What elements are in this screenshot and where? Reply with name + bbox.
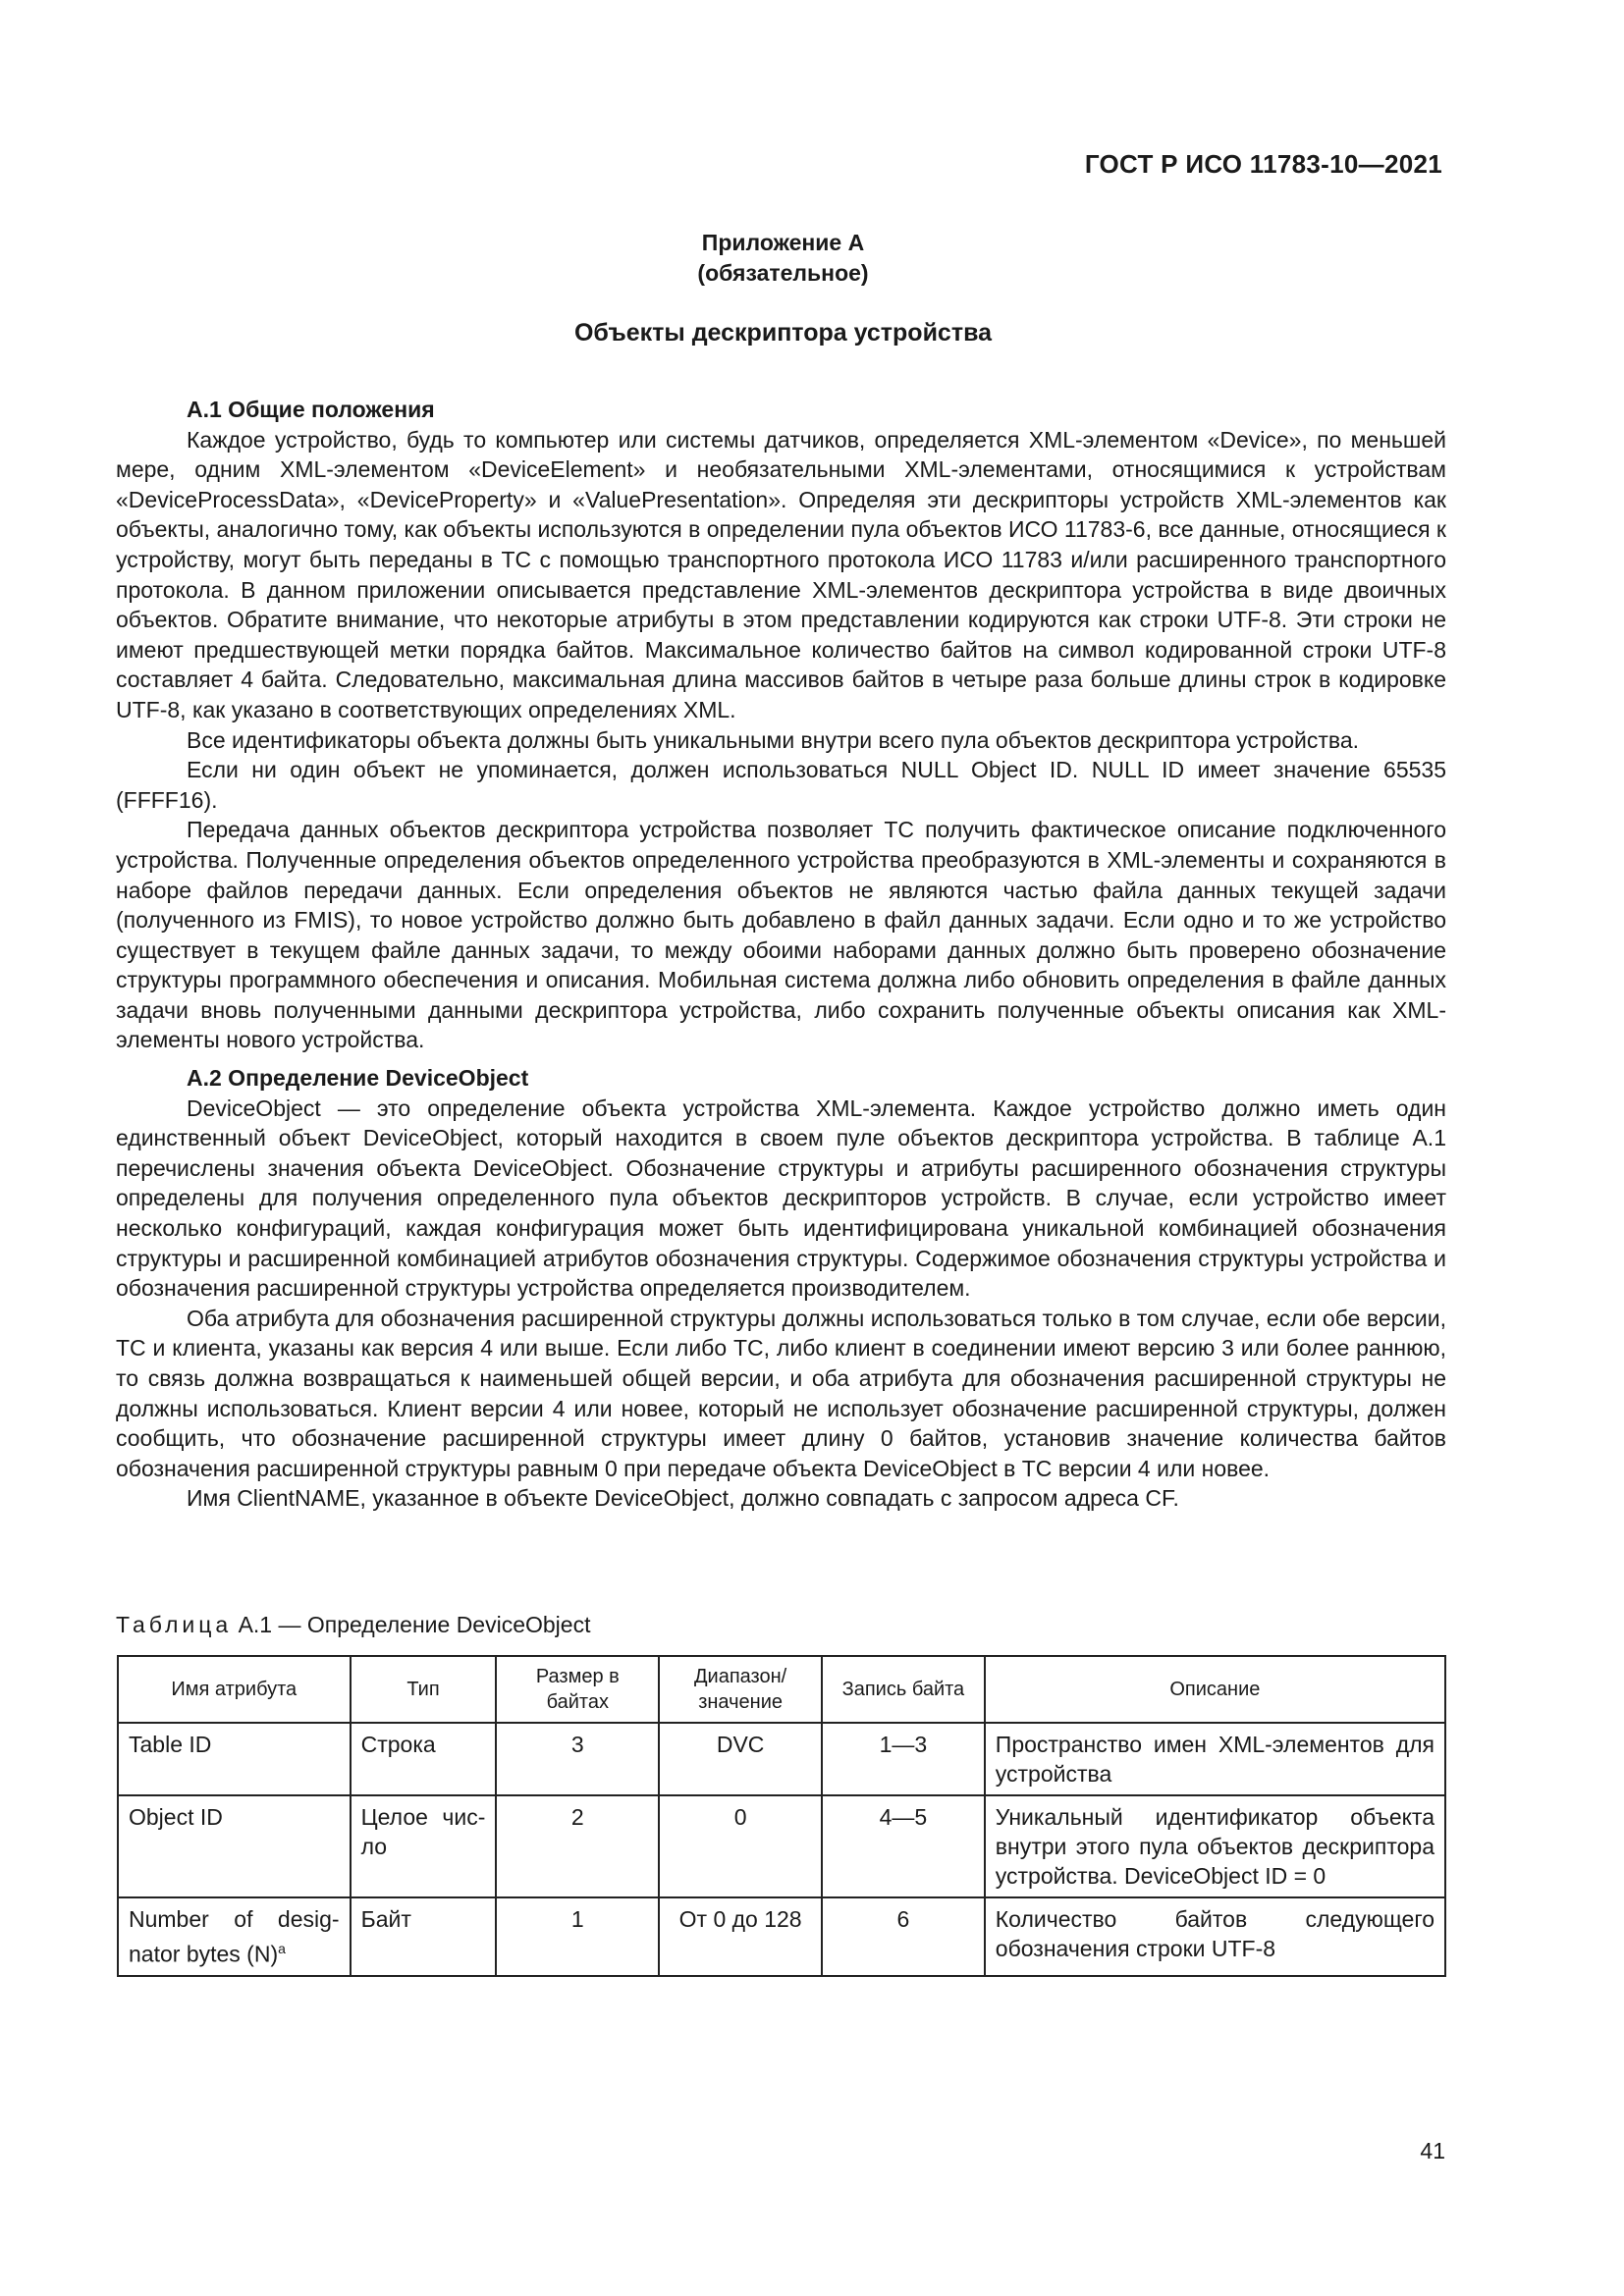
table-cell: Байт: [351, 1897, 497, 1976]
paragraph: Передача данных объектов дескриптора устройства позволяет TC получить фактическое описание подключенного устройства. Полученные определения объектов определенного устройства преобразуются в XML-элементы и сохраняются в наборе файлов передачи данных. Если определения объектов не являются частью файла данных текущей задачи (полученного из FMIS), то новое устройство должно быть добавлено в файл данных задачи. Если одно и то же устройство существует в текущем файле данных задачи, то между обоими наборами данных должно быть проверено обозначение структуры программного обеспечения и описания. Мобильная система должна либо обновить определения в файле данных задачи вновь полученными данными дескриптора устройства, либо сохранить полученные объекты описания как XML-элементы нового устройства.: [116, 817, 1446, 1053]
column-header: Запись байта: [822, 1656, 985, 1723]
paragraph: Имя ClientNAME, указанное в объекте DeviceObject, должно совпадать с запросом адреса CF.: [187, 1485, 1179, 1512]
table-cell: 1—3: [822, 1723, 985, 1795]
table-header-row: [118, 1656, 1445, 1723]
section-heading-a2: А.2 Определение DeviceObject: [187, 1065, 529, 1092]
paragraph: Каждое устройство, будь то компьютер или системы датчиков, определяется XML-элементом «Device», по меньшей мере, одним XML-элементом «DeviceElement» и необязательными XML-элементами, относящимися к устройствам «DeviceProcessData», «DeviceProperty» и «ValuePresentation». Определяя эти дескрипторы устройств XML-элементов как объекты, аналогично тому, как объекты используются в определении пула объектов ИСО 11783-6, все данные, относящиеся к устройству, могут быть переданы в TC с помощью транспортного протокола ИСО 11783 и/или расширенного транспортного протокола. В данном приложении описывается представление XML-элементов дескриптора устройства в виде двоичных объектов. Обратите внимание, что некоторые атрибуты в этом представлении кодируются как строки UTF-8. Эти строки не имеют предшествующей метки порядка байтов. Максимальное количество байтов на символ кодированной строки UTF-8 составляет 4 байта. Следовательно, максимальная длина массивов байтов в четыре раза больше длины строк в кодировке UTF-8, как указано в соответствующих определениях XML.: [116, 426, 1446, 722]
appendix-title: Объекты дескриптора устройства: [573, 319, 993, 347]
body-text: [116, 395, 1446, 1514]
column-header: Описание: [985, 1656, 1445, 1723]
paragraph: Если ни один объект не упоминается, должен использоваться NULL Object ID. NULL ID имеет значение 65535 (FFFF16).: [116, 757, 1446, 813]
table-cell: Целое число: [351, 1795, 497, 1897]
table-cell: Уникальный идентификатор объекта внутри этого пула объектов дескриптора устройства. DeviceObject ID = 0: [985, 1795, 1445, 1897]
appendix-label: Приложение А: [701, 230, 865, 255]
table-caption-title: А.1 — Определение DeviceObject: [232, 1612, 591, 1637]
paragraph: Оба атрибута для обозначения расширенной структуры должны использоваться только в том случае, если обе версии, TC и клиента, указаны как версия 4 или выше. Если либо TC, либо клиент в соединении имеют версию 3 или более раннюю, то связь должна возвращаться к наименьшей общей версии, и оба атрибута для обозначения расширенной структуры не должны использоваться. Клиент версии 4 или новее, который не использует обозначение расширенной структуры, должен сообщить, что обозначение расширенной структуры имеет длину 0 байтов, установив значение количества байтов обозначения расширенной структуры равным 0 при передаче объекта DeviceObject в TC версии 4 или новее.: [116, 1305, 1446, 1481]
table-caption-prefix: Таблица: [116, 1612, 233, 1637]
table-cell: 3: [496, 1723, 659, 1795]
table-cell: Количество байтов следующего обозначения строки UTF-8: [985, 1897, 1445, 1976]
table-cell: Table ID: [118, 1723, 351, 1795]
paragraph: Все идентификаторы объекта должны быть уникальными внутри всего пула объектов дескриптора устройства.: [187, 726, 1360, 753]
column-header: Диапазон/ значение: [659, 1656, 822, 1723]
table-cell: Пространство имен XML-элементов для устройства: [985, 1723, 1445, 1795]
appendix-status: (обязательное): [697, 260, 869, 286]
footnote-mark: a: [278, 1941, 286, 1956]
table-row: [118, 1723, 1445, 1795]
column-header: Имя атрибута: [118, 1656, 351, 1723]
table-cell: 0: [659, 1795, 822, 1897]
table-cell: 6: [822, 1897, 985, 1976]
page-number: 41: [1420, 2138, 1445, 2163]
table-caption: [116, 1612, 590, 1638]
column-header: Размер в байтах: [496, 1656, 659, 1723]
table-cell: 2: [496, 1795, 659, 1897]
table-row: [118, 1795, 1445, 1897]
paragraph: DeviceObject — это определение объекта устройства XML-элемента. Каждое устройство должно иметь один единственный объект DeviceObject, который находится в своем пуле объектов дескриптора устройства. В таблице А.1 перечислены значения объекта DeviceObject. Обозначение структуры и атрибуты расширенного обозначения структуры определены для получения определенного пула объектов дескрипторов устройств. В случае, если устройство имеет несколько конфигураций, каждая конфигурация может быть идентифицирована уникальной комбинацией обозначения структуры и расширенной комбинацией атрибутов обозначения структуры. Содержимое обозначения структуры устройства и обозначения расширенной структуры устройства определяется производителем.: [116, 1095, 1446, 1302]
table-cell: Строка: [351, 1723, 497, 1795]
table-cell-text: Number of designator bytes (N): [129, 1906, 340, 1967]
table-cell: DVC: [659, 1723, 822, 1795]
section-heading-a1: А.1 Общие положения: [187, 397, 435, 422]
appendix-heading: [0, 228, 1566, 289]
table-cell: От 0 до 128: [659, 1897, 822, 1976]
table-cell: Object ID: [118, 1795, 351, 1897]
device-object-table: [117, 1655, 1446, 1977]
table-cell: 4—5: [822, 1795, 985, 1897]
standard-header: ГОСТ Р ИСО 11783-10—2021: [1084, 149, 1442, 179]
table-cell: 1: [496, 1897, 659, 1976]
column-header: Тип: [351, 1656, 497, 1723]
table-row: [118, 1897, 1445, 1976]
table-cell: [118, 1897, 351, 1976]
